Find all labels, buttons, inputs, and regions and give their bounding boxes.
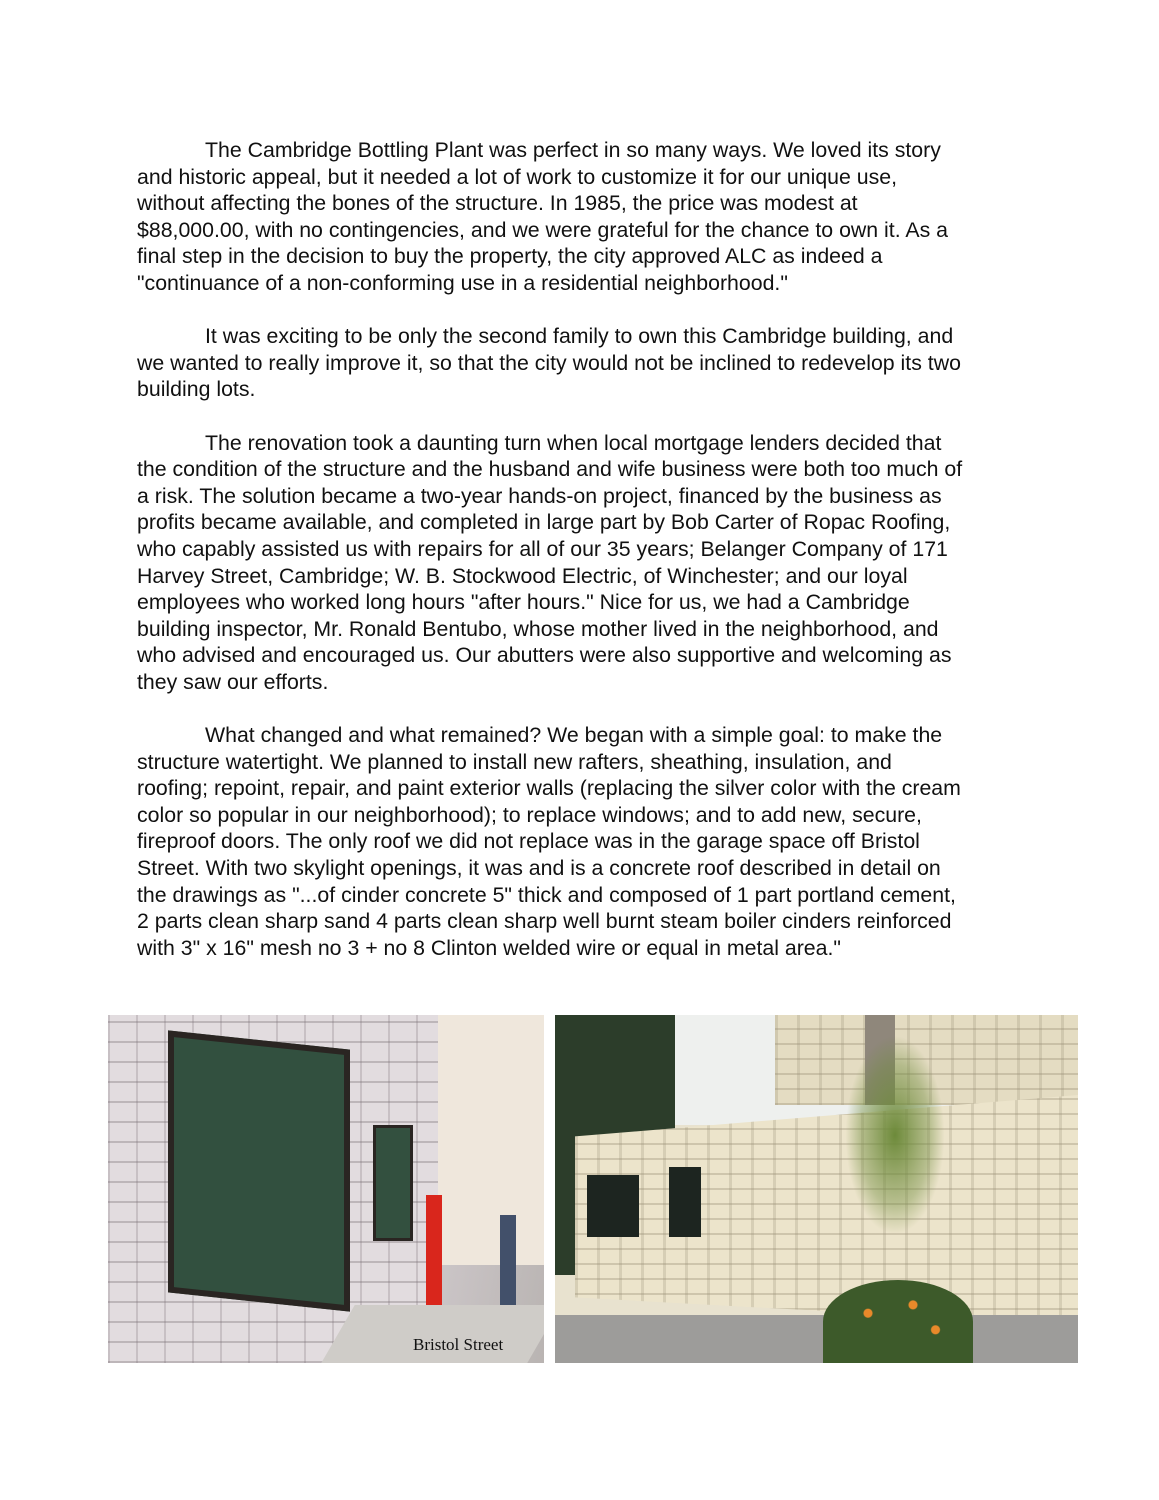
text-line: a risk. The solution became a two-year hands-on project, financed by the business as — [137, 483, 942, 508]
text-line: with 3" x 16" mesh no 3 + no 8 Clinton welded wire or equal in metal area." — [137, 935, 841, 960]
text-line: roofing; repoint, repair, and paint exterior walls (replacing the silver color with the cream — [137, 776, 961, 801]
text-line: who capably assisted us with repairs for all of our 35 years; Belanger Company of 171 — [137, 536, 948, 561]
street — [555, 1315, 1078, 1363]
text-line: without affecting the bones of the structure. In 1985, the price was modest at — [137, 191, 858, 216]
text-line: the drawings as "...of cinder concrete 5" thick and composed of 1 part portland cement, — [137, 882, 956, 907]
paragraph — [137, 430, 1037, 696]
text-line: profits became available, and completed in large part by Bob Carter of Ropac Roofing, — [137, 510, 951, 535]
text-line: building lots. — [137, 377, 256, 402]
window-1 — [587, 1175, 639, 1237]
text-line: we wanted to really improve it, so that the city would not be inclined to redevelop its two — [137, 350, 961, 375]
photo-bristol-street-before — [108, 1015, 544, 1363]
text-line: Harvey Street, Cambridge; W. B. Stockwood Electric, of Winchester; and our loyal — [137, 563, 908, 588]
paragraph — [137, 137, 1037, 297]
text-line: 2 parts clean sharp sand 4 parts clean sharp well burnt steam boiler cinders reinforced — [137, 909, 952, 934]
text-line: and historic appeal, but it needed a lot of work to customize it for our unique use, — [137, 164, 898, 189]
text-line: color so popular in our neighborhood); to replace windows; and to add new, secure, — [137, 802, 922, 827]
boarded-window — [168, 1030, 350, 1311]
boarded-window-small — [373, 1125, 413, 1241]
text-line: the condition of the structure and the husband and wife business were both too much of — [137, 457, 963, 482]
photo-renovated-building — [555, 1015, 1078, 1363]
body-text — [137, 137, 1037, 988]
text-line: The Cambridge Bottling Plant was perfect in so many ways. We loved its story — [205, 138, 941, 162]
young-tree — [845, 1035, 945, 1235]
text-line: who advised and encouraged us. Our abutters were also supportive and welcoming as — [137, 643, 952, 668]
text-line: employees who worked long hours "after hours." Nice for us, we had a Cambridge — [137, 590, 910, 615]
paragraph — [137, 323, 1037, 403]
text-line: final step in the decision to buy the property, the city approved ALC as indeed a — [137, 244, 883, 269]
text-line: structure watertight. We planned to install new rafters, sheathing, insulation, and — [137, 749, 892, 774]
text-line: $88,000.00, with no contingencies, and we were grateful for the chance to own it. As a — [137, 217, 948, 242]
text-line: they saw our efforts. — [137, 669, 329, 694]
text-line: building inspector, Mr. Ronald Bentubo, whose mother lived in the neighborhood, and — [137, 616, 939, 641]
text-line: The renovation took a daunting turn when local mortgage lenders decided that — [205, 430, 942, 455]
photo-caption: Bristol Street — [413, 1335, 504, 1354]
text-line: What changed and what remained? We began with a simple goal: to make the — [205, 723, 943, 748]
paragraph — [137, 722, 1037, 961]
marigold-bed — [823, 1280, 973, 1363]
window-2 — [669, 1167, 701, 1237]
text-line: Street. With two skylight openings, it was and is a concrete roof described in detail on — [137, 856, 941, 881]
text-line: "continuance of a non-conforming use in a residential neighborhood." — [137, 270, 788, 295]
text-line: It was exciting to be only the second family to own this Cambridge building, and — [205, 324, 954, 349]
text-line: fireproof doors. The only roof we did not replace was in the garage space off Bristol — [137, 829, 920, 854]
